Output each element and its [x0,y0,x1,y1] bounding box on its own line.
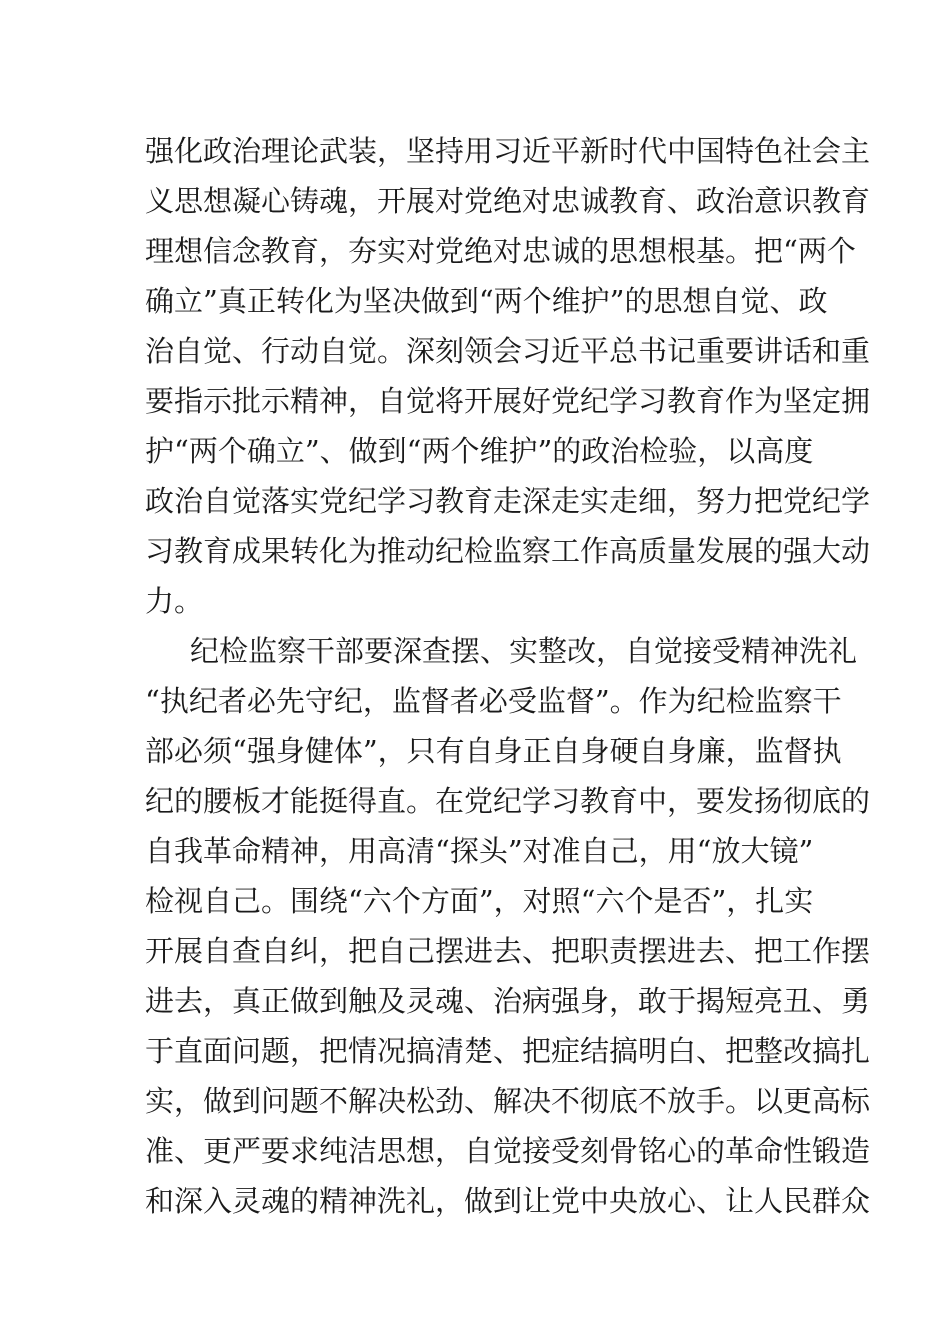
text-line: 强化政治理论武装，坚持用习近平新时代中国特色社会主 [145,134,871,168]
text-line: 习教育成果转化为推动纪检监察工作高质量发展的强大动 [145,534,871,568]
text-line: 理想信念教育，夯实对党绝对忠诚的思想根基。把“两个 [145,234,856,268]
text-line: 护“两个确立”、做到“两个维护”的政治检验，以高度 [145,434,814,468]
text-line: 确立”真正转化为坚决做到“两个维护”的思想自觉、政 [145,284,828,318]
text-line: “执纪者必先守纪，监督者必受监督”。作为纪检监察干 [145,684,842,718]
paragraph-1 [145,126,871,626]
text-line: 检视自己。围绕“六个方面”，对照“六个是否”，扎实 [145,884,814,918]
text-line: 准、更严要求纯洁思想，自觉接受刻骨铭心的革命性锻造 [145,1134,871,1168]
text-line: 要指示批示精神，自觉将开展好党纪学习教育作为坚定拥 [145,384,871,418]
document-page [145,126,871,1226]
text-line: 纪检监察干部要深查摆、实整改，自觉接受精神洗礼 [190,634,858,668]
text-line: 部必须“强身健体”，只有自身正自身硬自身廉，监督执 [145,734,842,768]
text-line: 于直面问题，把情况搞清楚、把症结搞明白、把整改搞扎 [145,1034,871,1068]
text-line: 义思想凝心铸魂，开展对党绝对忠诚教育、政治意识教育 [145,184,871,218]
text-line: 实，做到问题不解决松劲、解决不彻底不放手。以更高标 [145,1084,871,1118]
text-line: 开展自查自纠，把自己摆进去、把职责摆进去、把工作摆 [145,934,871,968]
paragraph-2 [145,626,871,1226]
text-line: 自我革命精神，用高清“探头”对准自己，用“放大镜” [145,834,814,868]
text-line: 政治自觉落实党纪学习教育走深走实走细，努力把党纪学 [145,484,871,518]
text-line: 和深入灵魂的精神洗礼，做到让党中央放心、让人民群众 [145,1184,871,1218]
text-line: 纪的腰板才能挺得直。在党纪学习教育中，要发扬彻底的 [145,784,871,818]
text-line: 力。 [145,584,204,618]
text-line: 进去，真正做到触及灵魂、治病强身，敢于揭短亮丑、勇 [145,984,871,1018]
text-line: 治自觉、行动自觉。深刻领会习近平总书记重要讲话和重 [145,334,871,368]
